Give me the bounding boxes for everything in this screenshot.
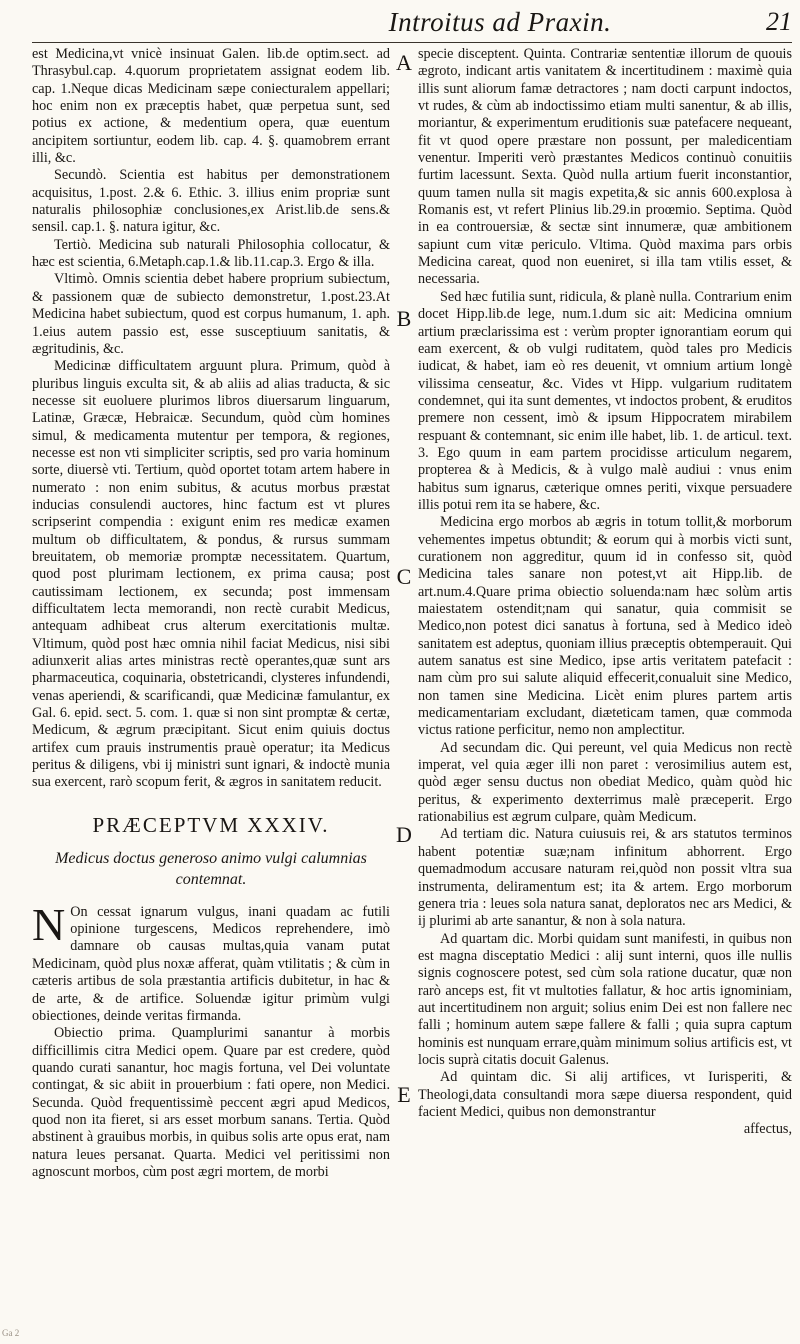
paragraph: Sed hæc futilia sunt, ridicula, & planè nulla. Contrarium enim docet Hipp.lib.de lege, num.1.dum sic ait: Medicina omnium artium præclarissima est : verùm propter ignorantiam eorum qui eam exercent, & ob vulgi ruditatem, quòd tales pro Medicis iudicat, & habet, iam eò res deuenit, vt omnium artium longè vilissima censeatur, &c. Vides vt Hipp. vulgarium ruditatem condemnet, qui ita sunt dementes, vt indoctos probent, & eruditos premere non cessent, imò & ipsum Hippocratem mirabilem respuant & contemnant, sic enim ille habet, lib. 1. de articul. text. 3. Ego quum in eam partem procidisse articulum negarem, propterea & à Medicis, & à vulgo malè audiui : vnus enim habitus sum ignarus, cæterique omnes periti, vixque persuadere illis potui rem ita se habere, &c. <box>418 288 792 513</box>
gutter-letter-b: B <box>396 306 412 331</box>
page-number: 21 <box>766 7 792 36</box>
gutter-letter-d: D <box>396 822 412 847</box>
paragraph: Tertiò. Medicina sub naturali Philosophia collocatur, & hæc est scientia, 6.Metaph.cap.1.& lib.11.cap.3. Ergo & illa. <box>32 236 390 271</box>
paragraph: Ad secundam dic. Qui pereunt, vel quia Medicus non rectè imperat, vel quia æger illi non paret : verosimilius autem est, quòd æger sensu ductus non obediat Medico, quàm quòd hic peritus, & experimento dexterrimus malè præceperit. Ergo rationabilius est ægrum culpare, quàm Medicum. <box>418 739 792 826</box>
catchword: affectus, <box>743 1121 792 1138</box>
right-column <box>418 46 792 1138</box>
paragraph: specie disceptent. Quinta. Contrariæ sententiæ illorum de quouis ægroto, indicant artis vanitatem & incertitudinem : maximè quia illis sunt aliorum famæ detractores ; nam docti carpunt indoctos, vt rudes, & cùm ab indoctissimo etiam multi sanentur, & ab illis, moriantur, & experimentum eruditionis suæ patefacere nequeant, fit vt quod opere præstare non possunt, per maledicentiam venentur. Imperiti verò præstantes Medicos continuò conuitiis furtim lacessunt. Sexta. Quòd nulla artium fuerit inconstantior, quum tamen nulla sit magis expetita,& sic annis 600.explosa à Romanis est, vt refert Plinius lib.29.in proœmio. Septima. Quòd in ea controuersiæ, & sectæ sint innumeræ, quæ ambitionem sapiunt cum vitæ periculo. Vltima. Quòd maxima pars orbis Medicina careat, quod non eueniret, si illa tam vtilis esset, & necessaria. <box>418 46 792 288</box>
left-column <box>32 46 390 1181</box>
gutter-letter-e: E <box>397 1082 411 1107</box>
paragraph: Ad quartam dic. Morbi quidam sunt manifesti, in quibus non est magna disceptatio Medici : alij sunt interni, quos ille nullis signis cognoscere potest, sed cùm sola ratione ducatur, quæ non rarò anceps est, fit vt multoties fallatur, & hoc artis ignominiam, aut incertitudinem non arguit; solius enim Dei est non fallere nec falli ; hominum autem sæpe fallere & falli ; quia supra captum hominis est nunquam errare,quàm minimum solius artificis est, vt locis suprà citatis docuit Galenus. <box>418 930 792 1068</box>
paragraph: Obiectio prima. Quamplurimi sanantur à morbis difficillimis citra Medici opem. Quare par est credere, quòd quando curati sanantur, hoc magis fortuna, vel Dei voluntate contingat, & sic abiit in prouerbium : fati opere, non Medici. Secunda. Quòd frequentissimè peccent ægri apud Medicos, quod non ita fieret, si ars esset morbum sanans. Tertia. Quòd abstinent à grauibus morbis, in quibus solis arte opus erat, nam natura leues persanat. Quarta. Medici vel peritissimi non agnoscunt morbos, cùm post ægri mortem, de morbi <box>32 1025 390 1180</box>
paragraph: Secundò. Scientia est habitus per demonstrationem acquisitus, 1.post. 2.& 6. Ethic. 3. illius enim propriæ sunt naturalis philosophiæ conclusiones,ex Arist.lib.de sens.& sensil. cap.1. §. natura igitur, &c. <box>32 167 390 236</box>
gutter-letter-a: A <box>396 50 412 75</box>
signature-mark: Ga 2 <box>2 1328 20 1338</box>
gutter-letter-c: C <box>396 564 412 589</box>
paragraph-with-dropcap <box>32 898 390 1025</box>
paragraph: Ad quintam dic. Si alij artifices, vt Iurisperiti, & Theologi,data consultandi mora sæpe diuersa respondent, quid facient Medici, quibus non demonstrantur <box>418 1069 792 1120</box>
section-subtitle: Medicus doctus generoso animo vulgi calumnias contemnat. <box>55 849 367 888</box>
paragraph: Medicina ergo morbos ab ægris in totum tollit,& morborum vehementes impetus obtundit; & eorum qui à morbis victi sunt, curationem non aggreditur, quum id in confesso sit, quòd Medicina tales sanare non potest,vt ait Hipp.lib. de art.num.4.Quare prima obiectio soluenda:nam hæc solùm artis maiestatem ostendit;nam qui sanatur, quia commisit se Medico,non potest dici sanatus à fortuna, sed à Medico ideò sanitatem est adeptus, quoniam illius præceptis obtemperauit. Qui autem sanatus est sine Medico, ipse artis veritatem patefacit : nam cùm pro sui salute aliquid effecerit,conualuit sine Medico, non tamen sine Medicina. Licèt enim plures partem artis medicamentariam excludant, diæteticam tamen, quæ commoda victus ratione perficitur, nemo non amplectitur. <box>418 514 792 739</box>
paragraph: Vltimò. Omnis scientia debet habere proprium subiectum, & passionem quæ de subiecto demonstretur, 1.post.23.At Medicina habet subiectum, quod est corpus humanum, 1. aph. 1.eius autem passio est, esse susceptiuum sanitatis, & ægritudinis, &c. <box>32 271 390 357</box>
paragraph-text: On cessat ignarum vulgus, inani quadam ac futili opinione turgescens, Medicos reprehendere, imò damnare ob causas multas,quia vanam putat Medicinam, quòd plus noxæ afferat, quàm vtilitatis ; & cùm in cæteris artibus de sola præstantia artificis dubitetur, in hac & de arte, & de artifice. Soluendæ igitur primùm vulgi obiectiones, deinde veritas firmanda. <box>32 903 390 1024</box>
paragraph: est Medicina,vt vnicè insinuat Galen. lib.de optim.sect. ad Thrasybul.cap. 4.quorum proprietatem assignat eodem lib. cap. 1.Neque dicas Medicinam sæpe coniecturalem appellari; hoc enim non ex præceptis habet, quæ perpetua sunt, sed potius ex actione, & medentium opera, quæ euentum ancipitem sortiuntur, eodem lib. cap. 4. §. quamobrem errant illi, &c. <box>32 46 390 167</box>
paragraph: Ad tertiam dic. Natura cuiusuis rei, & ars statutos terminos habent potentiæ suæ;nam infinitum abhorrent. Ergo quemadmodum accusare naturam rei,quòd non possit vltra sua instrumenta, deliramentum est; ita & artem. Ergo morborum genera tria : leues sola natura sanat, deploratos nec ars Medici, & ij plurimi ab arte sanantur, & non à sola natura. <box>418 826 792 930</box>
section-heading: PRÆCEPTVM XXXIV. <box>92 812 330 837</box>
paragraph: Medicinæ difficultatem arguunt plura. Primum, quòd à pluribus linguis exculta sit, & ab aliis ad alias traducta, & sic necesse sit euoluere plurimos libros diuersarum linguarum, Latinæ, Græcæ, Hebraicæ. Secundum, quòd cùm homines simul, & medicamenta mutentur per tempora, & regiones, necesse est non vti simpliciter scriptis, sed pro varia hominum sorte, diuersè vti. Tertium, quòd oportet totam artem habere in numerato : non enim subitus, & acutus morbus præstat inducias consulendi auctores, hinc factum est vt plures scripserint compendia : exigunt enim res medicæ examen multum ob difficultatem, & pondus, & rursus summam breuitatem, ob memoriæ promptæ necessitatem. Quartum, quod post plurimam lectionem, ex prima causa; post cautissimam lectionem, ex secunda; post immensam difficultatem lecta memorandi, non rectè curabit Medicus, antequam adhibeat crus alterum exercitationis multæ. Vltimum, quòd post hæc omnia nihil faciat Medicus, nisi sibi adiunxerit alias artes ministras rectè operantes,quæ sunt ars pharmaceutica, coquinaria, obstetricandi, clysteres infundendi, venas aperiendi, & scarificandi, quæ Medicinæ famulantur, ex Gal. 6. epid. sect. 5. com. 1. quæ si non sint promptæ & certæ, Medicum, & ægrum præcipitant. Sicut enim quiuis doctus artifex cum prauis instrumentis prauè operatur; ita Medicus peritus & diligens, vbi ij ministri sunt ignari, & indoctè munia sua exercent, rarò scopum ferit, & ægros in sanitatem reducit. <box>32 358 390 791</box>
running-title: Introitus ad Praxin. <box>388 7 612 37</box>
header-rule <box>32 42 792 43</box>
drop-cap: N <box>32 898 66 950</box>
